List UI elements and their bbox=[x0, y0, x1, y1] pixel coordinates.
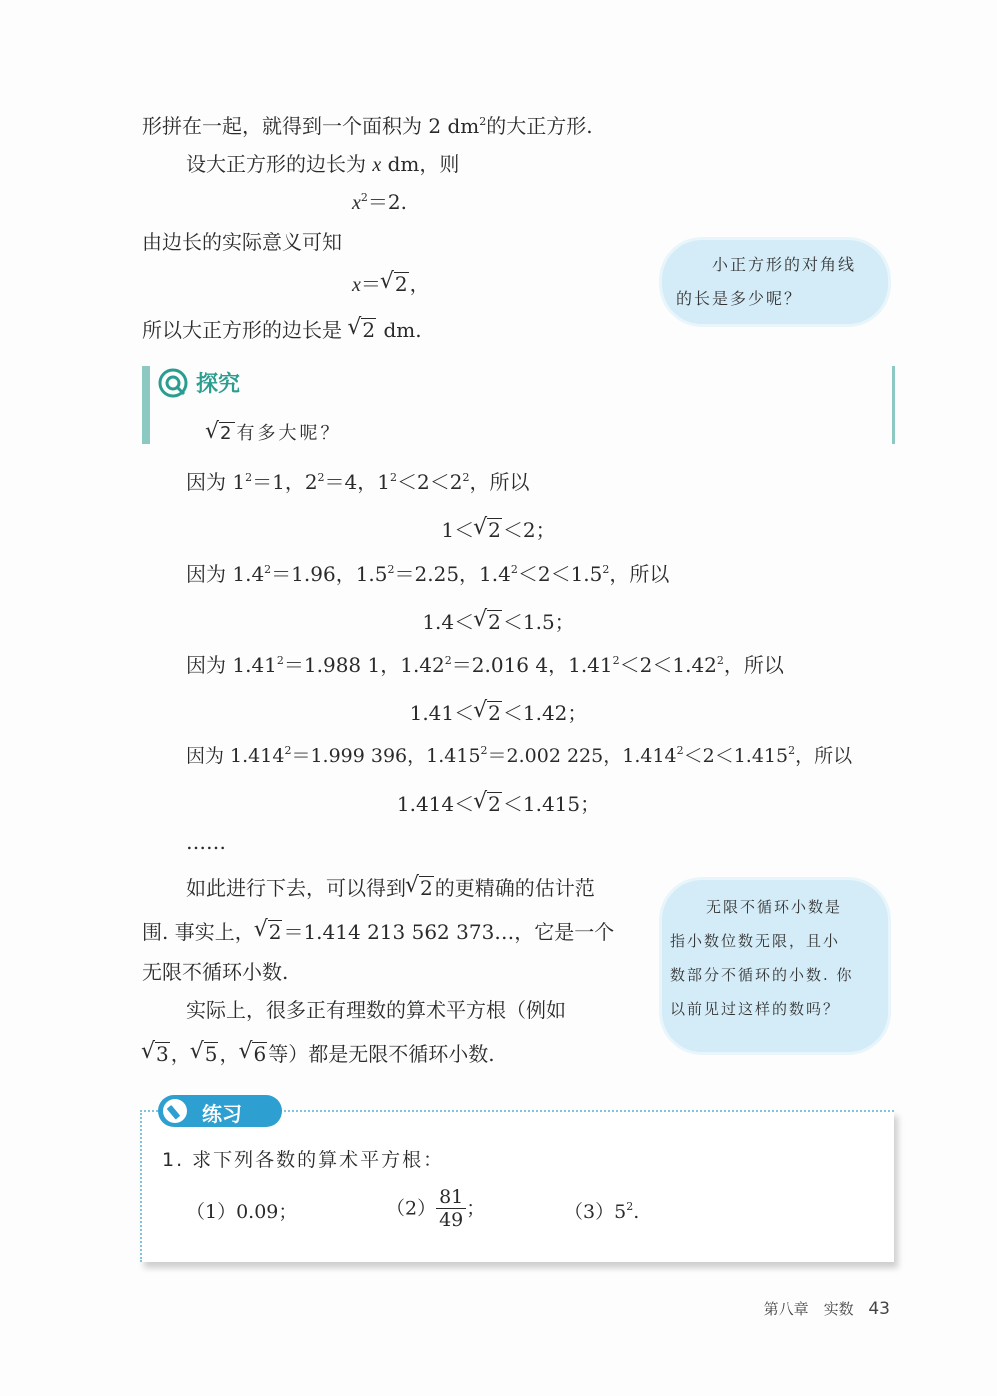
sqrt-symbol: √ 2 bbox=[406, 874, 434, 902]
exercise-item: （2） $\frac{81}{49}$ ； bbox=[386, 1186, 486, 1231]
fraction: $\frac{81}{49}$ bbox=[436, 1186, 466, 1231]
text-line: 实际上，很多正有理数的算术平方根（例如 bbox=[186, 998, 566, 1022]
sqrt-symbol: √ 2 bbox=[474, 608, 502, 636]
section-bar bbox=[142, 366, 150, 444]
sqrt-symbol: √ 2 bbox=[206, 420, 235, 448]
explore-icon bbox=[158, 368, 188, 398]
exercise-item: （1）0.09； bbox=[186, 1201, 298, 1223]
equation: 1.414＜√ 2 ＜1.415； bbox=[0, 790, 997, 818]
equation: 1.41＜√ 2 ＜1.42； bbox=[0, 699, 997, 727]
page-footer bbox=[764, 1298, 890, 1319]
exercise-item: $(3)5^2$. bbox=[564, 1200, 640, 1223]
sqrt-symbol: √ 2 bbox=[474, 699, 502, 727]
sqrt-symbol: √ 2 bbox=[474, 516, 502, 544]
text-line: 因为 $1.4^2=1.96$，$1.5^2=2.25$，$1.4^2<2<1.5^2$，所以 bbox=[186, 562, 670, 586]
sqrt-symbol: √ 2 bbox=[474, 790, 502, 818]
sqrt-symbol: √ 5 bbox=[191, 1040, 219, 1068]
equation: 1＜√ 2 ＜2； bbox=[0, 516, 997, 544]
text-line: 由边长的实际意义可知 bbox=[142, 230, 342, 254]
sqrt-symbol: √ 2 bbox=[348, 316, 376, 344]
text-line: 无限不循环小数. bbox=[142, 960, 289, 984]
text-line: 形拼在一起，就得到一个面积为 2 $dm^2$的大正方形. bbox=[142, 114, 593, 138]
text-line: 设大正方形的边长为 x dm，则 bbox=[186, 152, 460, 176]
text-line: 如此进行下去，可以得到√ 2 的更精确的估计范 bbox=[186, 874, 595, 902]
sqrt-symbol: √ 3 bbox=[142, 1040, 170, 1068]
page-number: 43 bbox=[868, 1299, 890, 1319]
text-line: 因为 $1.41^2=1.988$ 1，$1.42^2=2.016$ 4，$1.41^2<2<1.42^2$，所以 bbox=[186, 653, 784, 677]
exercise-box bbox=[140, 1110, 894, 1262]
text-line: 所以大正方形的边长是 √ 2 dm. bbox=[142, 316, 422, 344]
chapter-label: 第八章 实数 bbox=[763, 1300, 854, 1318]
text-line: 围. 事实上，√ 2 ＝1.414 213 562 373…，它是一个 bbox=[142, 918, 614, 946]
sqrt-symbol: √ 6 bbox=[239, 1040, 267, 1068]
exercise-question: 1. 求下列各数的算术平方根： bbox=[162, 1149, 445, 1171]
text-line: 因为 $1.414^2=1.999$ 396，$1.415^2=2.002$ 225，$1.414^2<2<1.415^2$，所以 bbox=[186, 744, 853, 767]
thought-bubble: 无限不循环小数是 指小数位数无限，且小 数部分不循环的小数. 你 以前见过这样的数吗？ bbox=[662, 880, 888, 1052]
ellipsis: …… bbox=[186, 830, 226, 854]
text-line: 因为 $1^2=1$，$2^2=4$，$1^2<2<2^2$，所以 bbox=[186, 470, 530, 494]
question: √ 2 有多大呢？ bbox=[206, 420, 341, 448]
thought-bubble: 小正方形的对角线 的长是多少呢？ bbox=[662, 240, 888, 324]
equation: x＝√ 2 ， bbox=[352, 270, 430, 299]
exercise-header bbox=[158, 1095, 282, 1127]
exercise-title: 练习 bbox=[202, 1102, 242, 1126]
pencil-icon bbox=[162, 1098, 188, 1124]
sqrt-symbol: √ 2 bbox=[255, 918, 283, 946]
section-title: 探究 bbox=[196, 372, 241, 397]
section-bar bbox=[892, 366, 895, 444]
equation: $x^2=2$. bbox=[352, 190, 407, 214]
text-line: √ 3 ，√ 5 ，√ 6 等）都是无限不循环小数. bbox=[142, 1040, 495, 1068]
sqrt-symbol: √ 2 bbox=[381, 270, 409, 298]
equation: 1.4＜√ 2 ＜1.5； bbox=[0, 608, 997, 636]
